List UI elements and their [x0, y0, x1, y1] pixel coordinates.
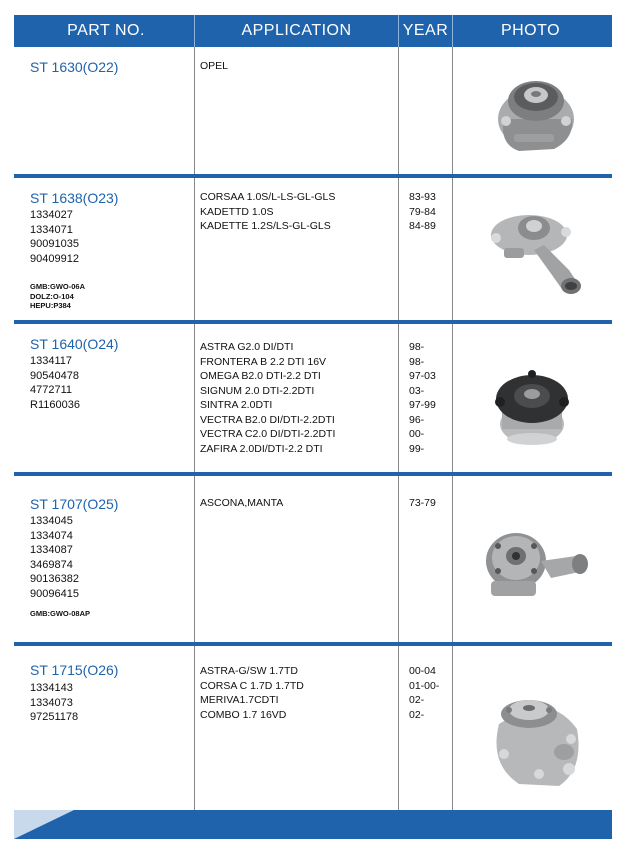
year-item: 98- [409, 355, 425, 368]
application-list [200, 340, 335, 456]
column-divider [452, 47, 453, 174]
column-divider [194, 324, 195, 472]
oem-code: 1334073 [30, 696, 73, 709]
part-number: ST 1630(O22) [30, 59, 119, 75]
application-item: ASTRA G2.0 DI/DTI [200, 341, 294, 353]
column-divider [398, 47, 399, 174]
column-divider [194, 178, 195, 320]
oem-code: 3469874 [30, 558, 73, 571]
column-divider [398, 646, 399, 810]
column-divider [194, 47, 195, 174]
application-list [200, 664, 304, 722]
year-item: 97-03 [409, 370, 436, 382]
oem-code: 1334045 [30, 515, 73, 527]
application-item: OMEGA B2.0 DTI-2.2 DTI [200, 370, 321, 382]
column-divider [194, 476, 195, 642]
water-pump-photo [482, 354, 582, 454]
oem-code: 90091035 [30, 238, 79, 250]
column-divider [398, 324, 399, 472]
application-item: FRONTERA B 2.2 DTI 16V [200, 355, 327, 368]
part-number: ST 1638(O23) [30, 190, 119, 206]
oem-code: 97251178 [30, 711, 79, 723]
cross-reference: GMB:GWO-08AP [30, 609, 90, 618]
application-list [200, 190, 335, 234]
water-pump-photo [474, 200, 594, 296]
header-part-no: PART NO. [67, 22, 145, 39]
header-year: YEAR [402, 22, 449, 39]
column-divider [452, 646, 453, 810]
oem-code: 1334074 [30, 529, 73, 542]
year-list [409, 496, 436, 511]
application-item: CORSA C 1.7D 1.7TD [200, 679, 304, 692]
year-item: 00-04 [409, 665, 436, 677]
oem-code: 1334027 [30, 209, 73, 221]
cross-reference: GMB:GWO-06A [30, 282, 85, 291]
table-row [14, 47, 612, 174]
application-item: KADETTD 1.0S [200, 205, 274, 218]
oem-code: 90540478 [30, 369, 79, 382]
oem-code: 1334117 [30, 355, 73, 367]
header-application: APPLICATION [241, 22, 352, 39]
year-item: 02- [409, 708, 425, 721]
cross-reference: DOLZ:O-104 [30, 291, 74, 301]
oem-code: 1334143 [30, 682, 73, 694]
oem-code: R1160036 [30, 398, 80, 411]
application-item: ASTRA-G/SW 1.7TD [200, 665, 299, 677]
part-number: ST 1715(O26) [30, 662, 119, 678]
year-item: 99- [409, 442, 425, 455]
year-item: 84-89 [409, 220, 436, 232]
year-item: 73-79 [409, 497, 436, 509]
table-header [14, 15, 612, 47]
oem-code-list [30, 208, 79, 266]
application-item: COMBO 1.7 16VD [200, 708, 287, 721]
column-divider [452, 324, 453, 472]
application-list [200, 496, 283, 511]
column-divider [398, 476, 399, 642]
oem-code: 4772711 [30, 384, 73, 396]
table-row [14, 476, 612, 642]
cross-reference-list [30, 609, 90, 619]
footer-fold [14, 810, 74, 839]
page-footer-band [14, 810, 612, 839]
part-number: ST 1640(O24) [30, 336, 119, 352]
part-number: ST 1707(O25) [30, 496, 119, 512]
oem-code: 90096415 [30, 587, 79, 600]
year-list [409, 664, 439, 722]
year-item: 03- [409, 384, 425, 397]
oem-code: 90409912 [30, 252, 79, 265]
application-item: SIGNUM 2.0 DTI-2.2DTI [200, 384, 315, 397]
table-row [14, 646, 612, 810]
oem-code-list [30, 681, 78, 725]
column-divider [398, 178, 399, 320]
oem-code: 90136382 [30, 573, 79, 585]
year-list [409, 190, 436, 234]
year-item: 96- [409, 413, 425, 426]
application-item: CORSAA 1.0S/L-LS-GL-GLS [200, 191, 336, 203]
year-item: 02- [409, 694, 425, 706]
year-item: 79-84 [409, 205, 436, 218]
year-list [409, 340, 436, 456]
water-pump-photo [484, 59, 584, 159]
water-pump-photo [476, 516, 596, 606]
application-item: VECTRA B2.0 DI/DTI-2.2DTI [200, 413, 335, 426]
application-item: ASCONA,MANTA [200, 497, 284, 509]
column-divider [452, 178, 453, 320]
oem-code: 1334071 [30, 223, 73, 236]
cross-reference-list [30, 282, 85, 311]
oem-code-list [30, 354, 80, 412]
application-item: OPEL [200, 60, 229, 72]
column-divider [194, 646, 195, 810]
table-row [14, 178, 612, 320]
application-item: ZAFIRA 2.0DI/DTI-2.2 DTI [200, 442, 323, 455]
application-list [200, 59, 228, 74]
cross-reference: HEPU:P384 [30, 301, 71, 310]
application-item: VECTRA C2.0 DI/DTI-2.2DTI [200, 428, 336, 440]
year-item: 83-93 [409, 191, 436, 203]
catalog-page [14, 15, 612, 839]
table-row [14, 324, 612, 472]
year-item: 98- [409, 341, 425, 353]
water-pump-photo [479, 674, 591, 794]
year-item: 00- [409, 428, 425, 440]
application-item: MERIVA1.7CDTI [200, 694, 279, 706]
year-item: 97-99 [409, 399, 436, 411]
year-item: 01-00- [409, 679, 440, 692]
oem-code-list [30, 514, 79, 601]
application-item: SINTRA 2.0DTI [200, 399, 273, 411]
column-divider [452, 476, 453, 642]
application-item: KADETTE 1.2S/LS-GL-GLS [200, 220, 331, 232]
oem-code: 1334087 [30, 544, 73, 556]
header-photo: PHOTO [500, 22, 561, 39]
